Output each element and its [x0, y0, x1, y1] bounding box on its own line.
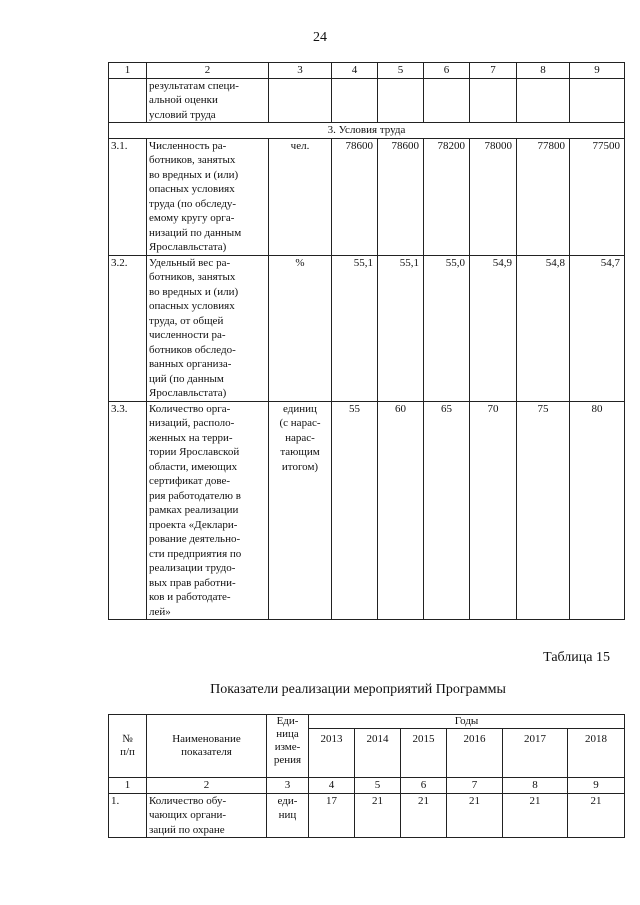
table-row [109, 78, 625, 123]
row-number: 1. [109, 793, 147, 838]
column-number: 2 [147, 778, 267, 794]
value-cell [332, 78, 378, 123]
column-number: 6 [401, 778, 447, 794]
value-cell [517, 78, 570, 123]
value-2016: 78000 [470, 138, 517, 255]
unit-cell [269, 78, 332, 123]
value-2017: 75 [517, 401, 570, 620]
page-number: 24 [313, 30, 327, 45]
header-row [109, 715, 625, 729]
value-2016: 70 [470, 401, 517, 620]
value-2018: 21 [568, 793, 625, 838]
year-header: 2014 [355, 729, 401, 778]
value-2013: 55,1 [332, 255, 378, 401]
year-header: 2018 [568, 729, 625, 778]
row-number: 3.3. [109, 401, 147, 620]
indicator-name: Удельный вес ра- ботников, занятых во вредных и (или) опасных условиях труда, от общей численности ра- ботников обследо- ванных организа- ций (по данным Ярославльстата) [147, 255, 269, 401]
column-number-row [109, 63, 625, 79]
header-name: Наименование показателя [147, 715, 267, 778]
table-row [109, 401, 625, 620]
column-number: 7 [470, 63, 517, 79]
value-2018: 77500 [570, 138, 625, 255]
row-number: 3.2. [109, 255, 147, 401]
value-2013: 78600 [332, 138, 378, 255]
column-number: 8 [503, 778, 568, 794]
value-2015: 21 [401, 793, 447, 838]
indicator-name: Количество орга- низаций, располо- женных на терри- тории Ярославской области, имеющих сертификат дове- рия работодателю в рамках реализации проекта «Деклари- рование деятельно- сти предприятия по реализации трудо- вых прав работни- ков и работодате- лей» [147, 401, 269, 620]
value-2017: 21 [503, 793, 568, 838]
value-2015: 78200 [424, 138, 470, 255]
continuation-text: результатам специ- альной оценки условий труда [147, 78, 269, 123]
year-header: 2015 [401, 729, 447, 778]
year-header: 2017 [503, 729, 568, 778]
column-number: 1 [109, 63, 147, 79]
column-number: 4 [309, 778, 355, 794]
header-years: Годы [309, 715, 625, 729]
unit: еди- ниц [267, 793, 309, 838]
column-number: 1 [109, 778, 147, 794]
column-number: 9 [570, 63, 625, 79]
column-number: 3 [269, 63, 332, 79]
table-row [109, 255, 625, 401]
value-2013: 17 [309, 793, 355, 838]
indicator-name: Количество обу- чающих органи- заций по охране [147, 793, 267, 838]
header-unit: Еди- ница изме- рения [267, 715, 309, 778]
value-cell [570, 78, 625, 123]
value-cell [378, 78, 424, 123]
column-number: 6 [424, 63, 470, 79]
value-2017: 54,8 [517, 255, 570, 401]
year-header: 2013 [309, 729, 355, 778]
table-title: Показатели реализации мероприятий Программы [210, 682, 506, 697]
value-2018: 54,7 [570, 255, 625, 401]
value-2016: 21 [447, 793, 503, 838]
column-number: 2 [147, 63, 269, 79]
column-number: 4 [332, 63, 378, 79]
value-2014: 55,1 [378, 255, 424, 401]
value-2015: 65 [424, 401, 470, 620]
value-2014: 60 [378, 401, 424, 620]
section-title: 3. Условия труда [109, 123, 625, 139]
unit: чел. [269, 138, 332, 255]
value-2013: 55 [332, 401, 378, 620]
value-2016: 54,9 [470, 255, 517, 401]
value-cell [470, 78, 517, 123]
column-number: 7 [447, 778, 503, 794]
value-2014: 78600 [378, 138, 424, 255]
value-2015: 55,0 [424, 255, 470, 401]
value-2018: 80 [570, 401, 625, 620]
value-2014: 21 [355, 793, 401, 838]
indicator-name: Численность ра- ботников, занятых во вредных и (или) опасных условиях труда (по обследу- емому кругу орга- низаций по данным Ярославльстата) [147, 138, 269, 255]
row-number: 3.1. [109, 138, 147, 255]
unit: % [269, 255, 332, 401]
section-row [109, 123, 625, 139]
year-header: 2016 [447, 729, 503, 778]
header-num: № п/п [109, 715, 147, 778]
table-row [109, 138, 625, 255]
indicators-table [108, 62, 625, 620]
table-row [109, 793, 625, 838]
unit: единиц (с нарас- нарас- тающим итогом) [269, 401, 332, 620]
column-number-row [109, 778, 625, 794]
column-number: 3 [267, 778, 309, 794]
column-number: 5 [355, 778, 401, 794]
value-cell [424, 78, 470, 123]
program-indicators-table [108, 714, 625, 838]
value-2017: 77800 [517, 138, 570, 255]
column-number: 5 [378, 63, 424, 79]
row-number-cell [109, 78, 147, 123]
column-number: 9 [568, 778, 625, 794]
column-number: 8 [517, 63, 570, 79]
table-number-label: Таблица 15 [543, 650, 610, 665]
